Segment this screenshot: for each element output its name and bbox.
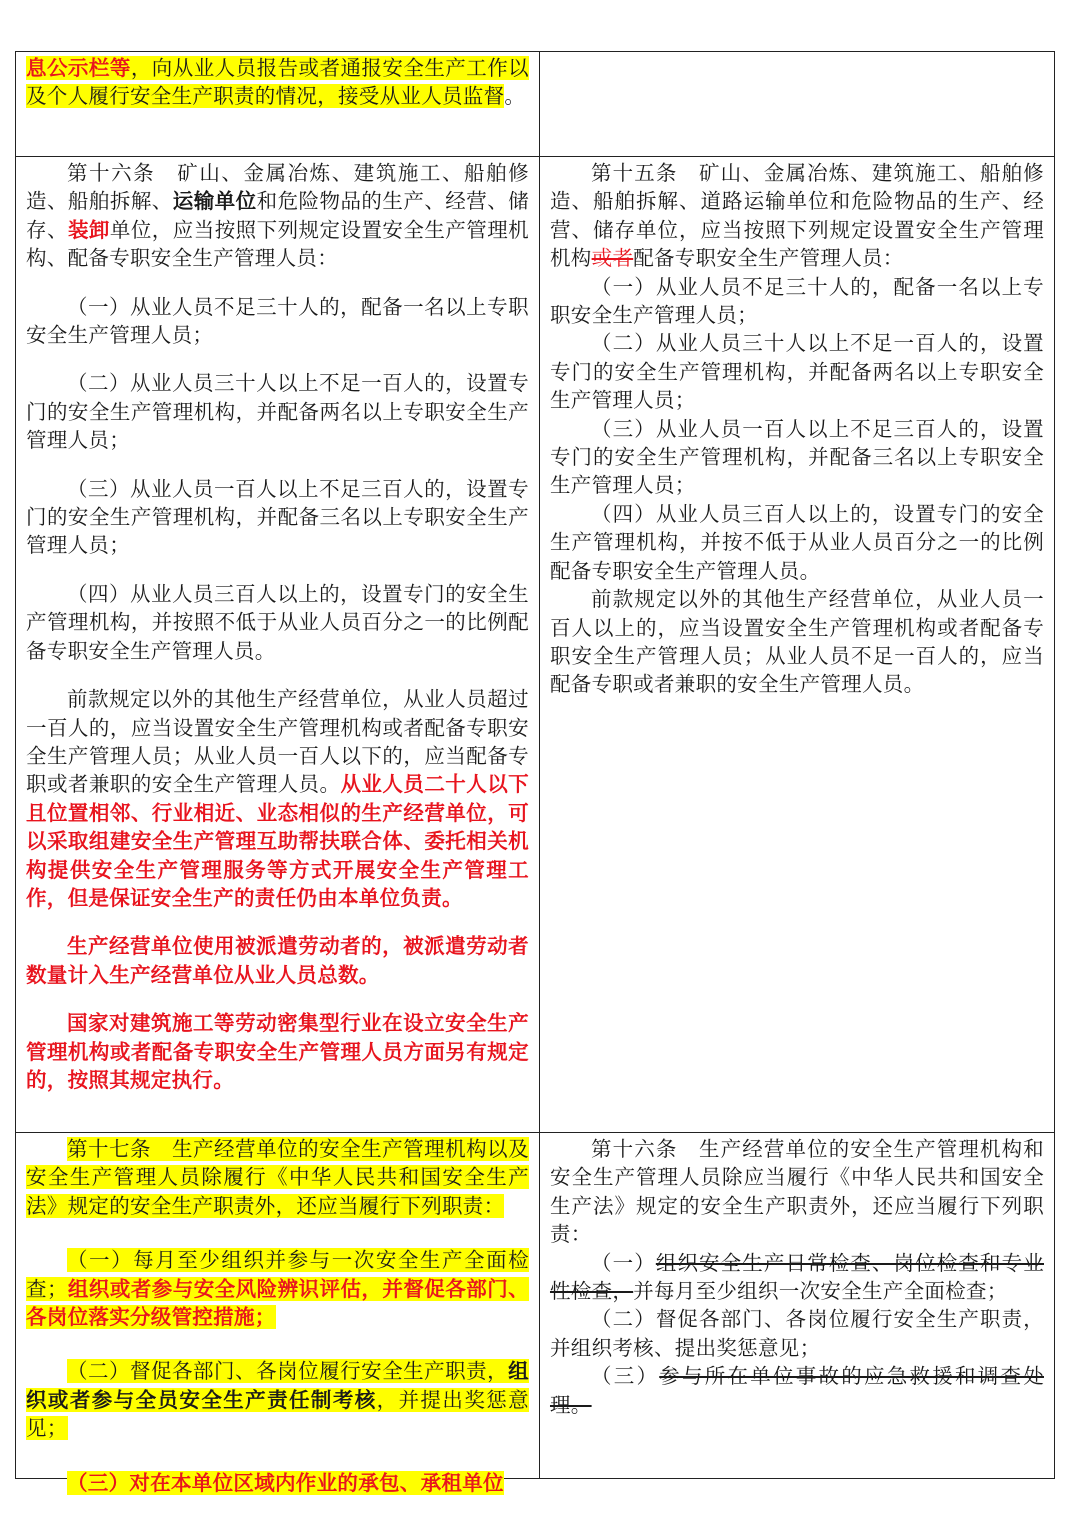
item-paragraph: （三）从业人员一百人以上不足三百人的，设置专门的安全生产管理机构，并配备三名以上专职安全生产管理人员； <box>549 416 1044 498</box>
table-row <box>16 1132 1054 1495</box>
paragraph <box>26 54 529 111</box>
article-paragraph <box>550 159 1044 273</box>
text: ，并提出奖惩意见； <box>26 1387 529 1441</box>
item-paragraph: （一）从业人员不足三十人的，配备一名以上专职安全生产管理人员； <box>26 294 529 348</box>
table-row <box>16 156 1054 1132</box>
old-text-cell <box>540 157 1054 1132</box>
item-paragraph <box>26 1357 529 1442</box>
new-text-cell <box>16 52 540 156</box>
highlighted-text <box>26 1359 529 1440</box>
new-text-cell <box>16 157 540 1132</box>
old-text-cell <box>540 52 1054 156</box>
text: 。 <box>504 84 526 109</box>
text: （一）每月至少组织并参与一次安全生产全面检查； <box>26 1248 529 1301</box>
item-paragraph: （二）从业人员三十人以上不足一百人的，设置专门的安全生产管理机构，并配备两名以上专职安全生产管理人员； <box>549 331 1044 413</box>
added-paragraph: 国家对建筑施工等劳动密集型行业在设立安全生产管理机构或者配备专职安全生产管理人员方面另有规定的，按照其规定执行。 <box>26 1011 529 1092</box>
bold-text: 组织或者参与全员安全生产责任制考核 <box>26 1359 529 1412</box>
item-paragraph: （三）从业人员一百人以上不足三百人的，设置专门的安全生产管理机构，并配备三名以上专职安全生产管理人员； <box>26 476 529 558</box>
text: 单位，应当按照下列规定设置安全生产管理机构、配备专职安全生产管理人员： <box>26 217 529 271</box>
article-paragraph: 第十六条 生产经营单位的安全生产管理机构和安全生产管理人员除应当履行《中华人民共和国安全生产法》规定的安全生产职责外，还应当履行下列职责： <box>549 1137 1044 1247</box>
highlighted-text: 第十七条 生产经营单位的安全生产管理机构以及安全生产管理人员除履行《中华人民共和国安全生产法》规定的安全生产职责外，还应当履行下列职责： <box>26 1137 529 1218</box>
item-paragraph <box>26 1246 529 1331</box>
bold-text: 运输单位 <box>172 189 257 214</box>
text: 并每月至少组织一次安全生产全面检查； <box>633 1279 1008 1304</box>
table-row <box>16 52 1054 156</box>
added-paragraph: 生产经营单位使用被派遣劳动者的，被派遣劳动者数量计入生产经营单位从业人员总数。 <box>26 934 529 987</box>
article-paragraph <box>26 159 529 273</box>
highlighted-text: ，向从业人员报告或者通报安全生产工作以及个人履行安全生产职责的情况，接受从业人员监督 <box>26 56 529 109</box>
text: （三） <box>590 1364 660 1389</box>
deleted-text: 或者 <box>591 246 634 271</box>
highlighted-text: 息公示栏等 <box>26 56 131 80</box>
paragraph: 前款规定以外的其他生产经营单位，从业人员一百人以上的，应当设置安全生产管理机构或者配备专职安全生产管理人员；从业人员不足一百人的，应当配备专职或者兼职的安全生产管理人员。 <box>549 587 1044 697</box>
item-paragraph <box>26 1469 529 1497</box>
highlighted-text <box>26 1248 529 1329</box>
added-text: 装卸 <box>67 217 110 242</box>
deleted-text: 组织安全生产日常检查、岗位检查和专业性检查， <box>549 1250 1044 1304</box>
text: 前款规定以外的其他生产经营单位，从业人员超过一百人的，应当设置安全生产管理机构或者配备专职安全生产管理人员；从业人员一百人以下的，应当配备专职或者兼职的安全生产管理人员。 <box>26 687 529 797</box>
paragraph <box>26 685 529 912</box>
text: 配备专职安全生产管理人员： <box>633 246 904 271</box>
text: （一） <box>590 1250 656 1275</box>
deleted-text: 参与所在单位事故的应急救援和调查处理。 <box>549 1364 1044 1417</box>
item-paragraph: （一）从业人员不足三十人的，配备一名以上专职安全生产管理人员； <box>549 274 1044 328</box>
item-paragraph: （四）从业人员三百人以上的，设置专门的安全生产管理机构，并按不低于从业人员百分之一的比例配备专职安全生产管理人员。 <box>549 501 1044 583</box>
text: 和危险物品的生产、经营、储存、 <box>26 189 529 242</box>
item-paragraph <box>550 1362 1044 1419</box>
text: 第十六条 矿山、金属冶炼、建筑施工、船舶修造、船舶拆解、 <box>26 161 529 214</box>
old-text-cell <box>540 1133 1054 1478</box>
item-paragraph <box>550 1249 1044 1306</box>
article-paragraph <box>26 1135 529 1220</box>
item-paragraph: （二）从业人员三十人以上不足一百人的，设置专门的安全生产管理机构，并配备两名以上专职安全生产管理人员； <box>26 371 529 453</box>
new-text-cell <box>16 1133 540 1495</box>
comparison-table <box>15 51 1055 1495</box>
text: 第十五条 矿山、金属冶炼、建筑施工、船舶修造、船舶拆解、道路运输单位和危险物品的生产、经营、储存单位，应当按照下列规定设置安全生产管理机构 <box>549 161 1044 271</box>
item-paragraph: （二）督促各部门、各岗位履行安全生产职责，并组织考核、提出奖惩意见； <box>549 1307 1044 1360</box>
item-paragraph: （四）从业人员三百人以上的，设置专门的安全生产管理机构，并按照不低于从业人员百分之一的比例配备专职安全生产管理人员。 <box>26 581 529 663</box>
added-text: 从业人员二十人以下且位置相邻、行业相近、业态相似的生产经营单位，可以采取组建安全生产管理互助帮扶联合体、委托相关机构提供安全生产管理服务等方式开展安全生产管理工作，但是保证安全生产的责任仍由本单位负责。 <box>26 772 529 910</box>
text: （二）督促各部门、各岗位履行安全生产职责， <box>67 1359 509 1384</box>
added-text: （三）对在本单位区域内作业的承包、承租单位 <box>67 1470 504 1495</box>
added-text: 组织或者参与安全风险辨识评估，并督促各部门、各岗位落实分级管控措施； <box>26 1276 529 1330</box>
